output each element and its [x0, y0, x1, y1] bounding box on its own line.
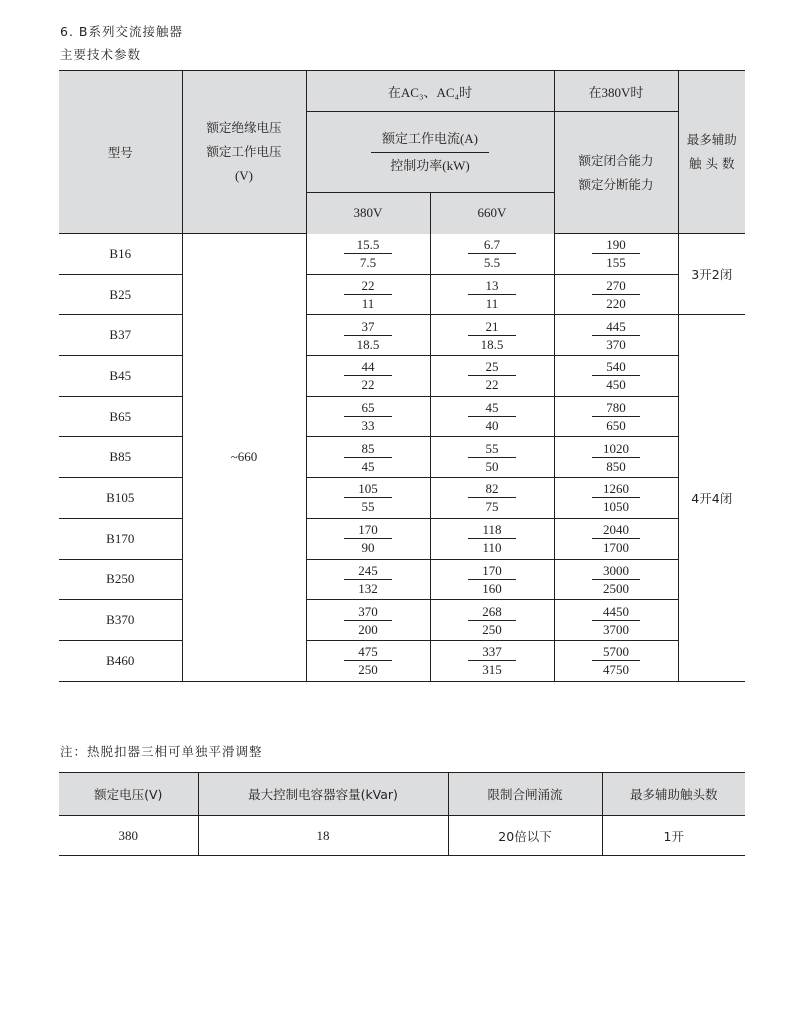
- capacity-cell: [554, 600, 678, 641]
- fraction-capacity-bottom: 850: [606, 458, 626, 474]
- fraction-660v: [468, 277, 516, 312]
- fraction-capacity-bottom: 450: [606, 377, 626, 393]
- fraction-660v: [468, 236, 516, 271]
- fraction-380v-top: 245: [344, 562, 392, 580]
- model-cell: B370: [59, 600, 182, 641]
- current-power-660v-cell: [430, 559, 554, 600]
- fraction-capacity-top: 1260: [592, 480, 640, 498]
- table-row: [59, 559, 745, 600]
- params-value-inrush: 20倍以下: [448, 816, 602, 856]
- fraction-capacity-top: 540: [592, 358, 640, 376]
- params-value-voltage: 380: [118, 827, 138, 843]
- fraction-380v: [344, 480, 392, 515]
- fraction-660v-top: 170: [468, 562, 516, 580]
- aux-contacts-cell: 3开2闭: [678, 234, 745, 315]
- model-cell: B105: [59, 478, 182, 519]
- model-cell: B65: [59, 396, 182, 437]
- current-power-380v-cell: [306, 396, 430, 437]
- header-aux-contacts: [678, 71, 745, 234]
- table-row: [59, 315, 745, 356]
- fraction-660v: [468, 643, 516, 678]
- table-row: [59, 396, 745, 437]
- fraction-380v: [344, 358, 392, 393]
- current-power-660v-cell: [430, 518, 554, 559]
- header-rated-voltage: [182, 71, 306, 234]
- header-power-label: 控制功率(kW): [390, 157, 470, 173]
- fraction-capacity-bottom: 4750: [603, 662, 629, 678]
- fraction-380v: [344, 277, 392, 312]
- model-cell: B170: [59, 518, 182, 559]
- fraction-capacity-bottom: 1700: [603, 540, 629, 556]
- model-cell: B16: [59, 234, 182, 275]
- current-power-380v-cell: [306, 234, 430, 275]
- model-cell: B37: [59, 315, 182, 356]
- fraction-380v-bottom: 33: [361, 418, 375, 434]
- fraction-capacity: [592, 318, 640, 353]
- table-row: [59, 356, 745, 397]
- fraction-capacity-bottom: 650: [606, 418, 626, 434]
- current-power-380v-cell: [306, 274, 430, 315]
- main-parameters-table: [59, 70, 745, 682]
- fraction-660v-top: 268: [468, 603, 516, 621]
- header-660v: 660V: [430, 193, 554, 234]
- fraction-660v: [468, 562, 516, 597]
- header-380v-group: 在380V时: [554, 71, 678, 112]
- fraction-380v-top: 85: [344, 440, 392, 458]
- current-power-380v-cell: [306, 640, 430, 681]
- fraction-660v-bottom: 22: [485, 377, 499, 393]
- fraction-660v: [468, 358, 516, 393]
- current-power-660v-cell: [430, 234, 554, 275]
- model-cell: B460: [59, 640, 182, 681]
- rated-voltage-cell: ~660: [182, 234, 306, 682]
- current-power-380v-cell: [306, 437, 430, 478]
- params-value-aux: 1开: [602, 816, 745, 856]
- fraction-380v-top: 105: [344, 480, 392, 498]
- header-aux-line2: 触 头 数: [689, 156, 735, 171]
- capacity-cell: [554, 396, 678, 437]
- fraction-capacity-bottom: 220: [606, 296, 626, 312]
- capacity-cell: [554, 234, 678, 275]
- fraction-capacity: [592, 480, 640, 515]
- fraction-380v-top: 370: [344, 603, 392, 621]
- fraction-capacity: [592, 562, 640, 597]
- capacity-cell: [554, 559, 678, 600]
- fraction-capacity-top: 270: [592, 277, 640, 295]
- fraction-capacity: [592, 603, 640, 638]
- header-ac-group: 在AC₃、AC₄时: [306, 71, 554, 112]
- fraction-660v-bottom: 315: [482, 662, 502, 678]
- fraction-660v: [468, 318, 516, 353]
- fraction-capacity: [592, 399, 640, 434]
- table-row: [59, 437, 745, 478]
- aux-contacts-cell: 4开4闭: [678, 315, 745, 681]
- fraction-380v: [344, 643, 392, 678]
- header-current-power: [306, 112, 554, 193]
- fraction-capacity-top: 780: [592, 399, 640, 417]
- current-power-380v-cell: [306, 356, 430, 397]
- fraction-660v-bottom: 50: [485, 458, 499, 474]
- current-power-660v-cell: [430, 396, 554, 437]
- fraction-660v: [468, 480, 516, 515]
- fraction-380v: [344, 603, 392, 638]
- header-model: 型号: [59, 71, 182, 234]
- current-power-660v-cell: [430, 478, 554, 519]
- fraction-660v: [468, 440, 516, 475]
- fraction-380v-top: 15.5: [344, 236, 392, 254]
- fraction-capacity-top: 1020: [592, 440, 640, 458]
- fraction-380v-bottom: 7.5: [359, 255, 377, 271]
- fraction-380v-bottom: 11: [361, 296, 375, 312]
- fraction-380v: [344, 440, 392, 475]
- fraction-380v: [344, 562, 392, 597]
- fraction-capacity: [592, 521, 640, 556]
- fraction-capacity: [592, 440, 640, 475]
- fraction-660v-bottom: 75: [485, 499, 499, 515]
- table-row: [59, 234, 745, 275]
- fraction-capacity-top: 4450: [592, 603, 640, 621]
- fraction-660v-top: 337: [468, 643, 516, 661]
- params-header-aux: 最多辅助触头数: [602, 773, 745, 816]
- capacity-cell: [554, 315, 678, 356]
- header-capacity: [554, 112, 678, 234]
- params-header-voltage: 额定电压(V): [59, 773, 198, 816]
- current-power-660v-cell: [430, 315, 554, 356]
- fraction-660v-bottom: 160: [482, 580, 502, 596]
- fraction-660v: [468, 603, 516, 638]
- fraction-380v-bottom: 55: [361, 499, 375, 515]
- fraction-660v: [468, 521, 516, 556]
- model-cell: B85: [59, 437, 182, 478]
- fraction-660v-bottom: 18.5: [480, 336, 504, 352]
- fraction-capacity-top: 190: [592, 236, 640, 254]
- header-closing-label: 额定闭合能力: [578, 152, 654, 168]
- header-breaking-label: 额定分断能力: [578, 176, 654, 192]
- current-power-380v-cell: [306, 600, 430, 641]
- table-row: [59, 600, 745, 641]
- capacity-cell: [554, 437, 678, 478]
- fraction-capacity: [592, 277, 640, 312]
- current-power-660v-cell: [430, 437, 554, 478]
- fraction-capacity-bottom: 370: [606, 336, 626, 352]
- params-header-inrush: 限制合闸涌流: [448, 773, 602, 816]
- fraction-660v-bottom: 40: [485, 418, 499, 434]
- table-row: [59, 274, 745, 315]
- fraction-660v-bottom: 250: [482, 621, 502, 637]
- current-power-380v-cell: [306, 315, 430, 356]
- fraction-capacity-bottom: 2500: [603, 580, 629, 596]
- fraction-380v-bottom: 250: [358, 662, 378, 678]
- fraction-660v-top: 21: [468, 318, 516, 336]
- fraction-capacity-top: 3000: [592, 562, 640, 580]
- fraction-380v-bottom: 22: [361, 377, 375, 393]
- table-row: [59, 478, 745, 519]
- fraction-capacity-top: 5700: [592, 643, 640, 661]
- header-voltage-line1: 额定绝缘电压: [206, 120, 282, 135]
- capacity-cell: [554, 518, 678, 559]
- header-current-label: 额定工作电流(A): [371, 128, 489, 153]
- capacity-cell: [554, 478, 678, 519]
- fraction-380v: [344, 236, 392, 271]
- table-row: [59, 518, 745, 559]
- fraction-660v-bottom: 11: [485, 296, 499, 312]
- fraction-capacity-top: 445: [592, 318, 640, 336]
- fraction-capacity: [592, 358, 640, 393]
- fraction-380v-bottom: 18.5: [356, 336, 380, 352]
- fraction-380v-bottom: 45: [361, 458, 375, 474]
- fraction-660v-top: 82: [468, 480, 516, 498]
- fraction-660v-bottom: 110: [482, 540, 502, 556]
- current-power-660v-cell: [430, 640, 554, 681]
- fraction-capacity: [592, 643, 640, 678]
- fraction-capacity-bottom: 1050: [603, 499, 629, 515]
- fraction-380v-top: 44: [344, 358, 392, 376]
- section-subheading: 主要技术参数: [60, 47, 142, 62]
- header-aux-line1: 最多辅助: [686, 132, 737, 147]
- model-cell: B250: [59, 559, 182, 600]
- header-voltage-line2: 额定工作电压: [206, 144, 282, 159]
- fraction-660v-top: 45: [468, 399, 516, 417]
- current-power-660v-cell: [430, 356, 554, 397]
- fraction-capacity-bottom: 155: [606, 255, 626, 271]
- fraction-380v-bottom: 90: [361, 540, 375, 556]
- fraction-380v-top: 37: [344, 318, 392, 336]
- fraction-380v: [344, 399, 392, 434]
- table-row: [59, 640, 745, 681]
- current-power-380v-cell: [306, 559, 430, 600]
- fraction-660v-bottom: 5.5: [483, 255, 501, 271]
- current-power-380v-cell: [306, 518, 430, 559]
- header-voltage-unit: (V): [234, 168, 254, 183]
- fraction-capacity-bottom: 3700: [603, 621, 629, 637]
- fraction-660v-top: 118: [468, 521, 516, 539]
- fraction-capacity-top: 2040: [592, 521, 640, 539]
- fraction-380v-top: 475: [344, 643, 392, 661]
- fraction-capacity: [592, 236, 640, 271]
- fraction-380v-top: 170: [344, 521, 392, 539]
- params-header-capacitor: 最大控制电容器容量(kVar): [198, 773, 448, 816]
- current-power-660v-cell: [430, 274, 554, 315]
- current-power-380v-cell: [306, 478, 430, 519]
- capacity-cell: [554, 356, 678, 397]
- header-380v: 380V: [306, 193, 430, 234]
- fraction-660v-top: 13: [468, 277, 516, 295]
- capacity-cell: [554, 274, 678, 315]
- model-cell: B25: [59, 274, 182, 315]
- section-heading: 6. B系列交流接触器: [60, 24, 183, 39]
- fraction-380v-bottom: 132: [358, 580, 378, 596]
- model-cell: B45: [59, 356, 182, 397]
- current-power-660v-cell: [430, 600, 554, 641]
- fraction-380v: [344, 318, 392, 353]
- fraction-380v: [344, 521, 392, 556]
- fraction-660v-top: 25: [468, 358, 516, 376]
- secondary-parameters-table: [59, 772, 745, 856]
- note-text: 注：热脱扣器三相可单独平滑调整: [60, 744, 263, 759]
- capacity-cell: [554, 640, 678, 681]
- fraction-380v-top: 65: [344, 399, 392, 417]
- fraction-660v-top: 55: [468, 440, 516, 458]
- fraction-660v-top: 6.7: [468, 236, 516, 254]
- params-value-capacitor: 18: [198, 816, 448, 856]
- fraction-380v-top: 22: [344, 277, 392, 295]
- fraction-380v-bottom: 200: [358, 621, 378, 637]
- fraction-660v: [468, 399, 516, 434]
